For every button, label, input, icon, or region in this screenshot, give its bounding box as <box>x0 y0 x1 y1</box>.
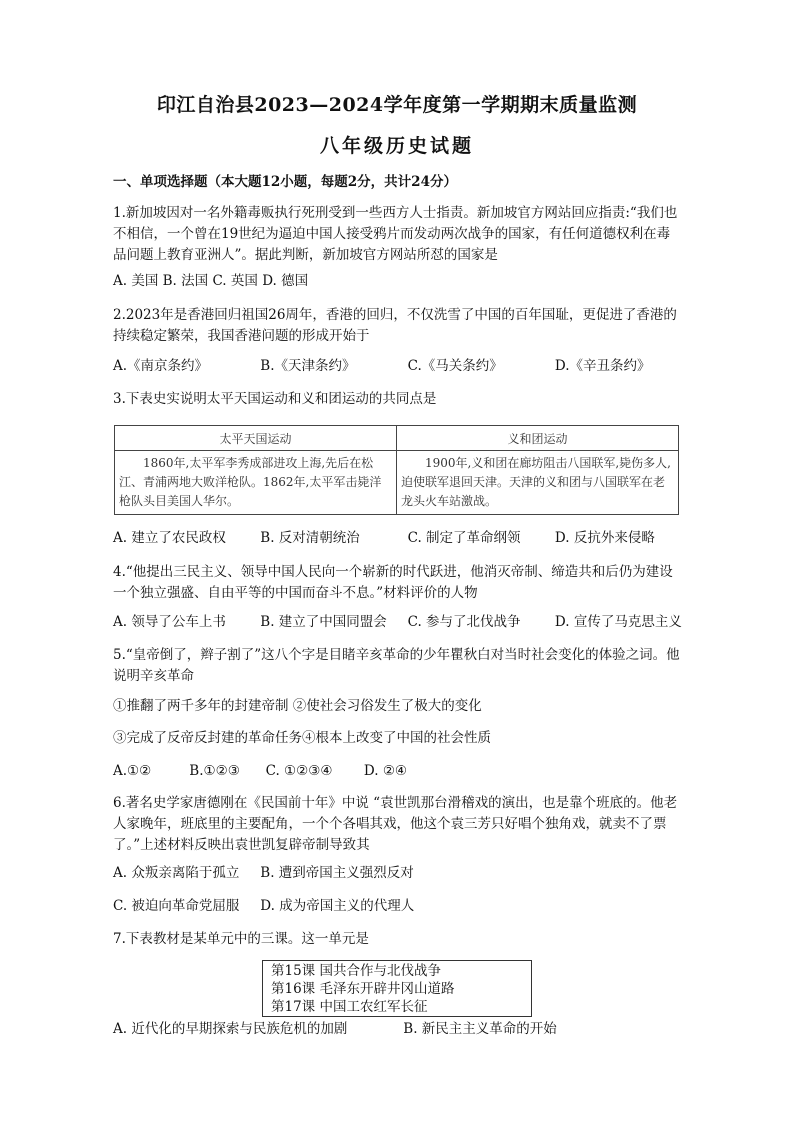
q4-option-a: A. 领导了公车上书 <box>113 614 226 630</box>
q1-option-a: A. 美国 <box>113 273 159 289</box>
q7-option-a: A. 近代化的早期探索与民族危机的加剧 <box>113 1021 348 1037</box>
q4-option-d: D. 宣传了马克思主义 <box>554 614 682 630</box>
question-7-options <box>113 1019 693 1039</box>
question-2-options <box>113 356 693 376</box>
q3-option-c: C. 制定了革命纲领 <box>407 530 521 546</box>
q2-option-a: A.《南京条约》 <box>113 358 209 374</box>
q4-option-b: B. 建立了中国同盟会 <box>260 614 387 630</box>
question-2-stem: 2.2023年是香港回归祖国26周年，香港的回归，不仅洗雪了中国的百年国耻，更促进了香港的持续稳定繁荣，我国香港问题的形成开始于 <box>113 307 677 344</box>
q6-option-b: B. 遭到帝国主义强烈反对 <box>260 865 414 881</box>
question-3-options <box>113 528 693 548</box>
question-5-statement-2: ③完成了反帝反封建的革命任务④根本上改变了中国的社会性质 <box>113 730 491 746</box>
table-cell-boxer: 1900年,义和团在廊坊阻击八国联军,毙伤多人,迫使联军退回天津。天津的义和团与八国联军在老龙头火车站激战。 <box>397 451 679 515</box>
exam-subtitle: 八年级历史试题 <box>319 135 474 157</box>
q5-option-b: B.①②③ <box>189 763 240 779</box>
q6-option-d: D. 成为帝国主义的代理人 <box>260 898 415 914</box>
question-4-options <box>113 612 693 632</box>
lesson-item: 第15课 国共合作与北伐战争 <box>271 963 441 979</box>
question-1-options <box>113 271 693 291</box>
question-1-stem: 1.新加坡因对一名外籍毒贩执行死刑受到一些西方人士指责。新加坡官方网站回应指责:“我们也不相信，一个曾在19世纪为逼迫中国人接受鸦片而发动两次战争的国家，有任何道德权利在毒品问题上教育亚洲人”。据此判断，新加坡官方网站所怼的国家是 <box>113 205 678 263</box>
q2-option-d: D.《辛丑条约》 <box>554 358 651 374</box>
exam-title: 印江自治县2023—2024学年度第一学期期末质量监测 <box>156 94 638 116</box>
q5-option-d: D. ②④ <box>363 763 408 779</box>
question-5-stem: 5.“皇帝倒了，辫子割了”这八个字是目睹辛亥革命的少年瞿秋白对当时社会变化的体验之词。他说明辛亥革命 <box>113 647 680 684</box>
q3-option-a: A. 建立了农民政权 <box>113 530 226 546</box>
q4-option-c: C. 参与了北伐战争 <box>407 614 521 630</box>
q5-option-c: C. ①②③④ <box>265 763 333 779</box>
table-cell-taiping: 1860年,太平军李秀成部进攻上海,先后在松江、青浦两地大败洋枪队。1862年,太平军击毙洋枪队头目美国人华尔。 <box>115 451 397 515</box>
lesson-item: 第16课 毛泽东开辟井冈山道路 <box>271 981 455 997</box>
question-7-stem: 7.下表教材是某单元中的三课。这一单元是 <box>113 931 369 947</box>
q1-option-b: B. 法国 <box>162 273 209 289</box>
question-3-stem: 3.下表史实说明太平天国运动和义和团运动的共同点是 <box>113 391 437 407</box>
q1-option-c: C. 英国 <box>212 273 258 289</box>
question-6-options-row-1 <box>113 863 693 883</box>
question-6-stem: 6.著名史学家唐德刚在《民国前十年》中说 “袁世凯那台滑稽戏的演出，也是靠个班底的。他老人家晚年，班底里的主要配角，一个个各唱其戏，他这个袁三芳只好唱个独角戏，就卖不了票了。”上述材料反映出袁世凯复辟帝制导致其 <box>113 795 678 853</box>
question-5-options <box>113 761 693 781</box>
q1-option-d: D. 德国 <box>262 273 309 289</box>
history-comparison-table <box>114 425 679 515</box>
q2-option-c: C.《马关条约》 <box>407 358 503 374</box>
q7-option-b: B. 新民主主义革命的开始 <box>403 1021 557 1037</box>
question-4-stem: 4.“他提出三民主义、领导中国人民向一个崭新的时代跃进，他消灭帝制、缔造共和后仍为建设一个独立强盛、自由平等的中国而奋斗不息。”材料评价的人物 <box>113 564 673 601</box>
table-header-taiping: 太平天国运动 <box>115 426 397 451</box>
q2-option-b: B.《天津条约》 <box>260 358 356 374</box>
q6-option-a: A. 众叛亲离陷于孤立 <box>113 865 240 881</box>
q6-option-c: C. 被迫向革命党屈服 <box>113 898 240 914</box>
lesson-item: 第17课 中国工农红军长征 <box>271 999 428 1015</box>
question-6-options-row-2 <box>113 896 693 916</box>
q3-option-d: D. 反抗外来侵略 <box>554 530 655 546</box>
q3-option-b: B. 反对清朝统治 <box>260 530 360 546</box>
question-5-statement-1: ①推翻了两千多年的封建帝制 ②使社会习俗发生了极大的变化 <box>113 698 482 714</box>
lesson-list-box <box>262 960 532 1017</box>
section-heading: 一、单项选择题（本大题12小题，每题2分，共计24分） <box>113 174 457 190</box>
table-header-boxer: 义和团运动 <box>397 426 679 451</box>
q5-option-a: A.①② <box>113 763 152 779</box>
